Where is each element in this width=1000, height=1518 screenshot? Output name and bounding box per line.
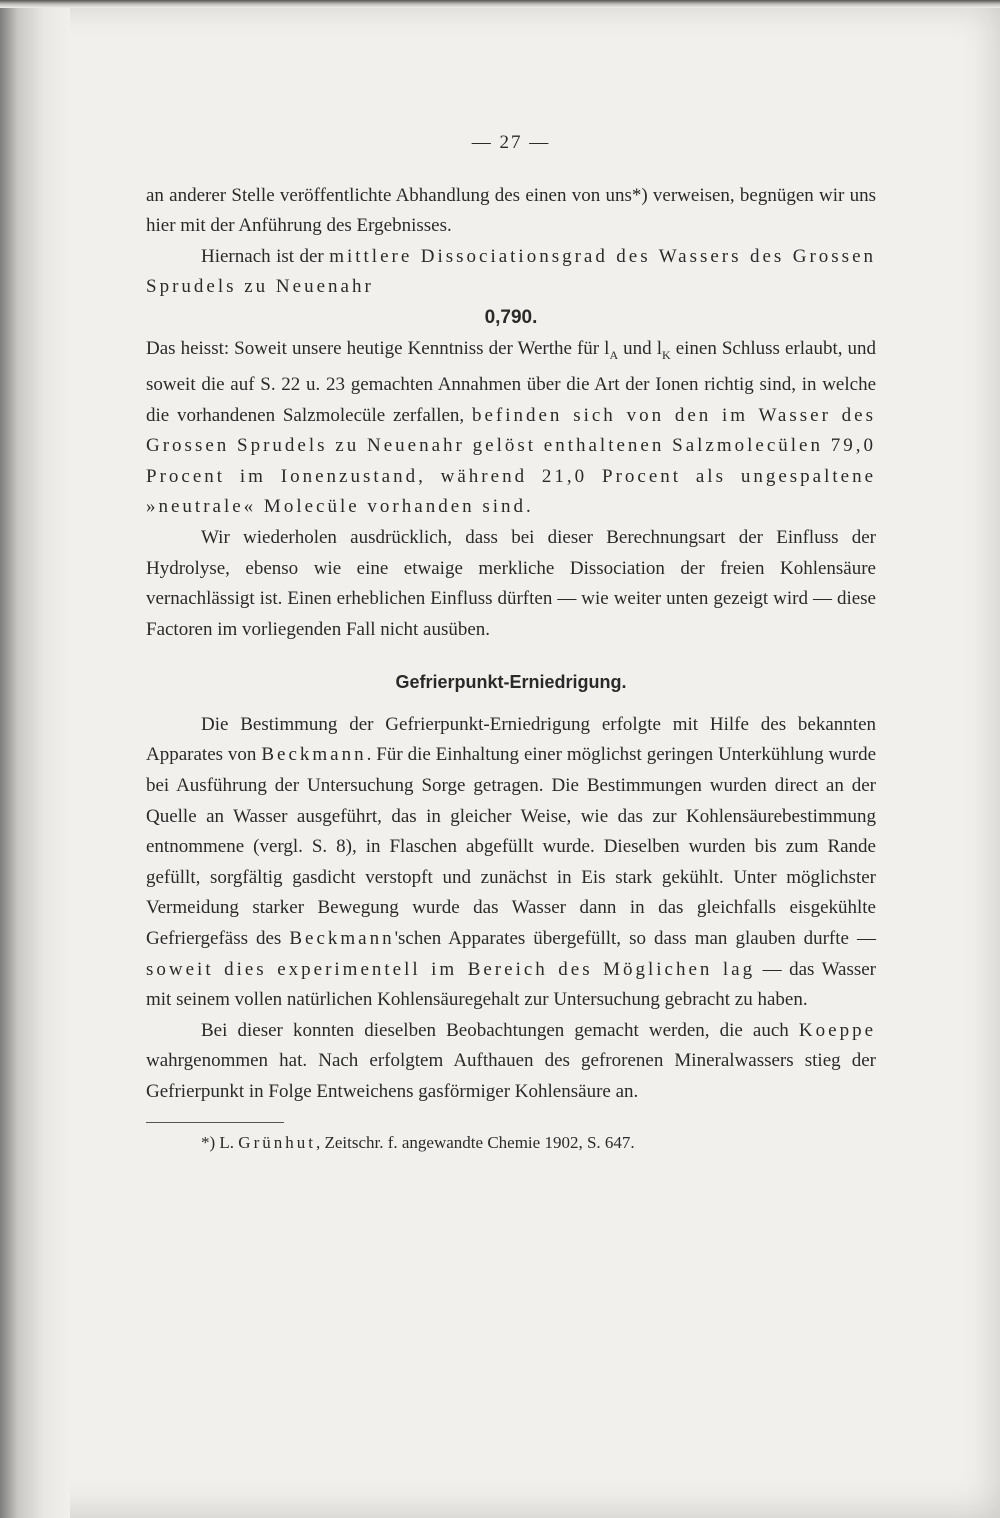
paragraph-5-part-a: Die Bestimmung der Gefrierpunkt-Erniedrigung erfolgte mit Hilfe des bekannten Apparates von bbox=[146, 713, 876, 766]
paragraph-2-spaced: mittlere Dissociationsgrad des Wassers des Grossen Sprudels zu Neuenahr bbox=[146, 245, 877, 298]
paragraph-2 bbox=[146, 242, 876, 303]
footnote-divider bbox=[146, 1122, 284, 1123]
dissociation-value: 0,790. bbox=[484, 306, 538, 328]
subscript-a: A bbox=[609, 347, 619, 362]
paragraph-1 bbox=[146, 181, 876, 242]
paragraph-3-part-b: und l bbox=[618, 337, 662, 359]
page-number: — 27 — bbox=[471, 132, 551, 153]
paragraph-3-part-a: Das heisst: Soweit unsere heutige Kenntniss der Werthe für l bbox=[146, 337, 610, 359]
page-text-block bbox=[146, 128, 876, 1157]
subscript-k: K bbox=[661, 347, 671, 362]
paragraph-6 bbox=[146, 1016, 876, 1108]
paragraph-6-part-a: Bei dieser konnten dieselben Beobachtungen gemacht werden, die auch bbox=[201, 1019, 789, 1041]
paragraph-2-lead: Hiernach ist der bbox=[201, 245, 324, 267]
name-beckmann-2: Beckmann bbox=[289, 928, 395, 950]
name-beckmann-1: Beckmann bbox=[261, 744, 367, 766]
footnote-marker: *) L. bbox=[201, 1132, 235, 1152]
paragraph-3 bbox=[146, 334, 876, 523]
footnote bbox=[146, 1129, 876, 1157]
book-spine-shadow bbox=[0, 0, 70, 1518]
paragraph-4-text: Wir wiederholen ausdrücklich, dass bei dieser Berechnungsart der Einfluss der Hydrolyse, ebenso wie eine etwaige merkliche Dissociation der freien Kohlensäure vernachlässigt ist. Einen erheblichen Einfluss dürften — wie weiter unten gezeigt wird — diese Factoren im vorliegenden Fall nicht ausüben. bbox=[146, 526, 876, 640]
name-koeppe: Koeppe bbox=[798, 1019, 877, 1041]
paragraph-5-part-c: . Für die Einhaltung einer möglichst geringen Unterkühlung wurde bei Ausführung der Untersuchung Sorge getragen. Die Bestimmungen wurden direct an der Quelle an Wasser ausgeführt, das in gleicher Weise, wie das zur Kohlensäurebestimmung entnommene (vergl. S. 8), in Flaschen abgefüllt wurde. Dieselben wurden bis zum Rande gefüllt, sorgfältig gasdicht verstopft und zunächst in Eis stark gekühlt. Unter möglichster Vermeidung starker Bewegung wurde das Wasser dann in das gleichfalls eisgekühlte Gefriergefäss des bbox=[146, 744, 876, 950]
section-heading: Gefrierpunkt-Erniedrigung. bbox=[395, 672, 627, 693]
paragraph-5-part-e: 'schen Apparates übergefüllt, so dass man glauben durfte — bbox=[394, 928, 876, 950]
paragraph-1-text: an anderer Stelle veröffentlichte Abhandlung des einen von uns*) verweisen, begnügen wir uns hier mit der Anführung des Ergebnisses. bbox=[146, 184, 876, 237]
paragraph-4 bbox=[146, 523, 876, 645]
page-top-edge bbox=[0, 0, 1000, 8]
footnote-citation: , Zeitschr. f. angewandte Chemie 1902, S. 647. bbox=[315, 1132, 635, 1152]
paragraph-3-part-c: einen Schluss erlaubt, und soweit die auf S. 22 u. 23 gemachten Annahmen über die Art der Ionen richtig sind, in welche die vorhandenen Salzmolecüle zerfallen, bbox=[146, 337, 877, 426]
paragraph-6-part-c: wahrgenommen hat. Nach erfolgtem Aufthauen des gefrorenen Mineralwassers stieg der Gefrierpunkt in Folge Entweichens gasförmiger Kohlensäure an. bbox=[146, 1050, 876, 1103]
paragraph-5-part-g: — das Wasser mit seinem vollen natürlichen Kohlensäuregehalt zur Untersuchung gebracht zu haben. bbox=[146, 958, 876, 1011]
paragraph-3-spaced: befinden sich von den im Wasser des Grossen Sprudels zu Neuenahr gelöst enthaltenen Salzmolecülen 79,0 Procent im Ionenzustand, während 21,0 Procent als ungespaltene »neutrale« Molecüle vorhanden sind. bbox=[146, 404, 876, 518]
paragraph-5 bbox=[146, 710, 876, 1016]
footnote-author: Grünhut bbox=[238, 1132, 316, 1152]
paragraph-5-spaced: soweit dies experimentell im Bereich des Möglichen lag bbox=[146, 958, 756, 980]
